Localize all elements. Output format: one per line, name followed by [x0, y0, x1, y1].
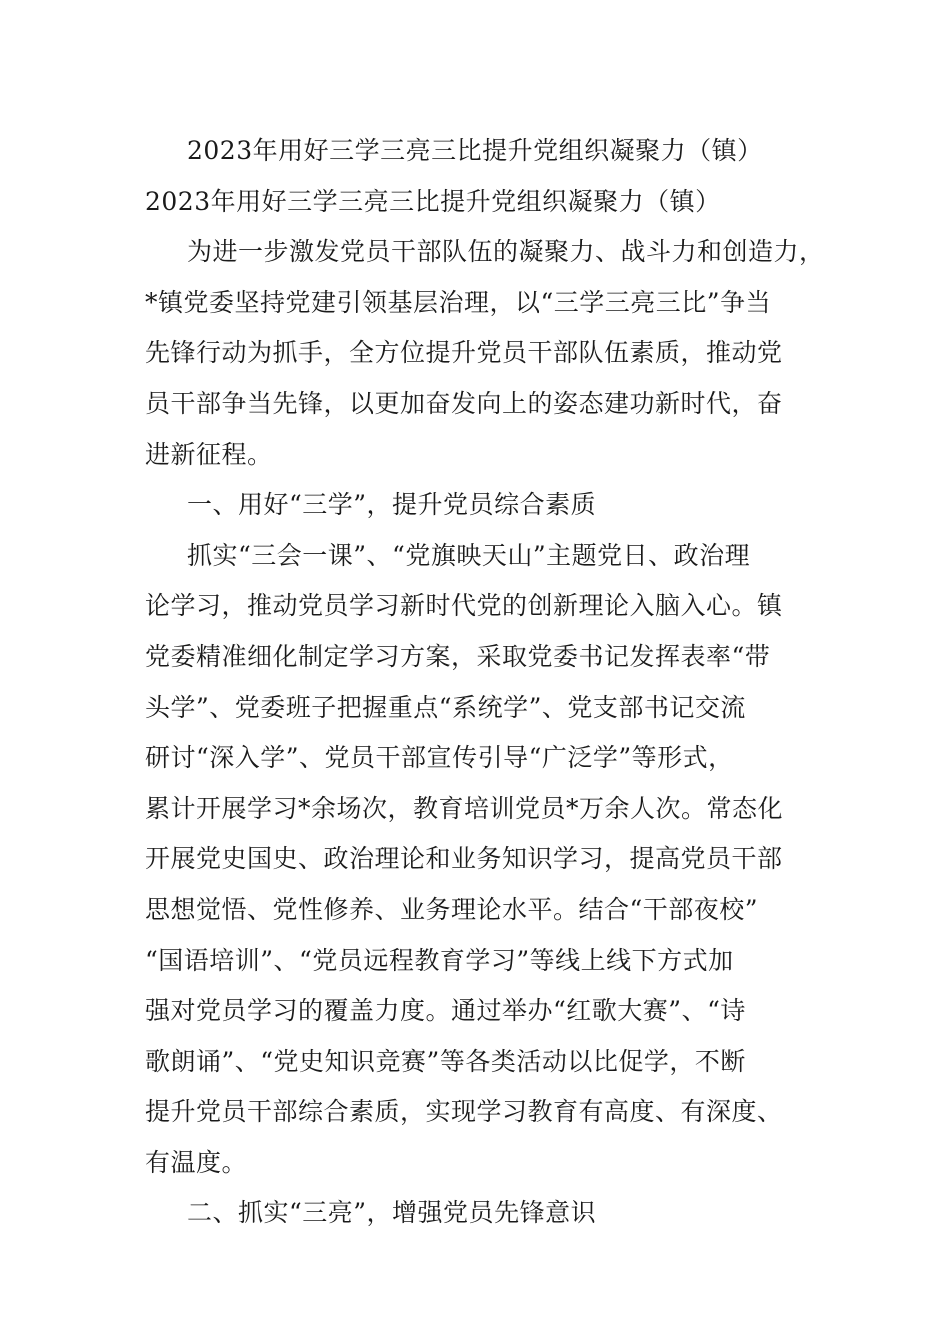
- text-line: 一、用好“三学”，提升党员综合素质: [187, 490, 597, 520]
- text-line: “国语培训”、“党员远程教育学习”等线上线下方式加: [145, 945, 734, 975]
- text-line: *镇党委坚持党建引领基层治理，以“三学三亮三比”争当: [145, 287, 772, 317]
- text-line: 论学习，推动党员学习新时代党的创新理论入脑入心。镇: [145, 591, 783, 621]
- text-line: 研讨“深入学”、党员干部宣传引导“广泛学”等形式，: [145, 743, 734, 773]
- text-line: 累计开展学习*余场次，教育培训党员*万余人次。常态化: [145, 793, 784, 823]
- document-page: [145, 126, 835, 1239]
- text-line: 抓实“三会一课”、“党旗映天山”主题党日、政治理: [187, 540, 751, 570]
- text-line: 开展党史国史、政治理论和业务知识学习，提高党员干部: [145, 844, 783, 874]
- text-line: 党委精准细化制定学习方案，采取党委书记发挥表率“带: [145, 641, 771, 671]
- text-line: 先锋行动为抓手，全方位提升党员干部队伍素质，推动党: [145, 338, 783, 368]
- text-line: 进新征程。: [145, 439, 273, 469]
- text-line: 二、抓实“三亮”，增强党员先锋意识: [187, 1198, 597, 1228]
- document-title: 2023年用好三学三亮三比提升党组织凝聚力（镇）: [187, 136, 763, 165]
- text-line: 为进一步激发党员干部队伍的凝聚力、战斗力和创造力，: [187, 237, 825, 267]
- text-line: 思想觉悟、党性修养、业务理论水平。结合“干部夜校”: [145, 894, 759, 924]
- section-heading-2: [145, 1188, 835, 1239]
- document-subtitle: 2023年用好三学三亮三比提升党组织凝聚力（镇）: [145, 186, 721, 216]
- text-line: 强对党员学习的覆盖力度。通过举办“红歌大赛”、“诗: [145, 996, 746, 1026]
- text-line: 头学”、党委班子把握重点“系统学”、党支部书记交流: [145, 692, 746, 722]
- paragraph-intro: [145, 227, 835, 480]
- text-line: 有温度。: [145, 1147, 248, 1177]
- text-line: 员干部争当先锋，以更加奋发向上的姿态建功新时代，奋: [145, 388, 783, 418]
- section-heading-1: [145, 480, 835, 531]
- text-line: 提升党员干部综合素质，实现学习教育有高度、有深度、: [145, 1097, 783, 1127]
- paragraph-section-1: [145, 531, 835, 1189]
- text-line: 歌朗诵”、“党史知识竞赛”等各类活动以比促学，不断: [145, 1046, 746, 1076]
